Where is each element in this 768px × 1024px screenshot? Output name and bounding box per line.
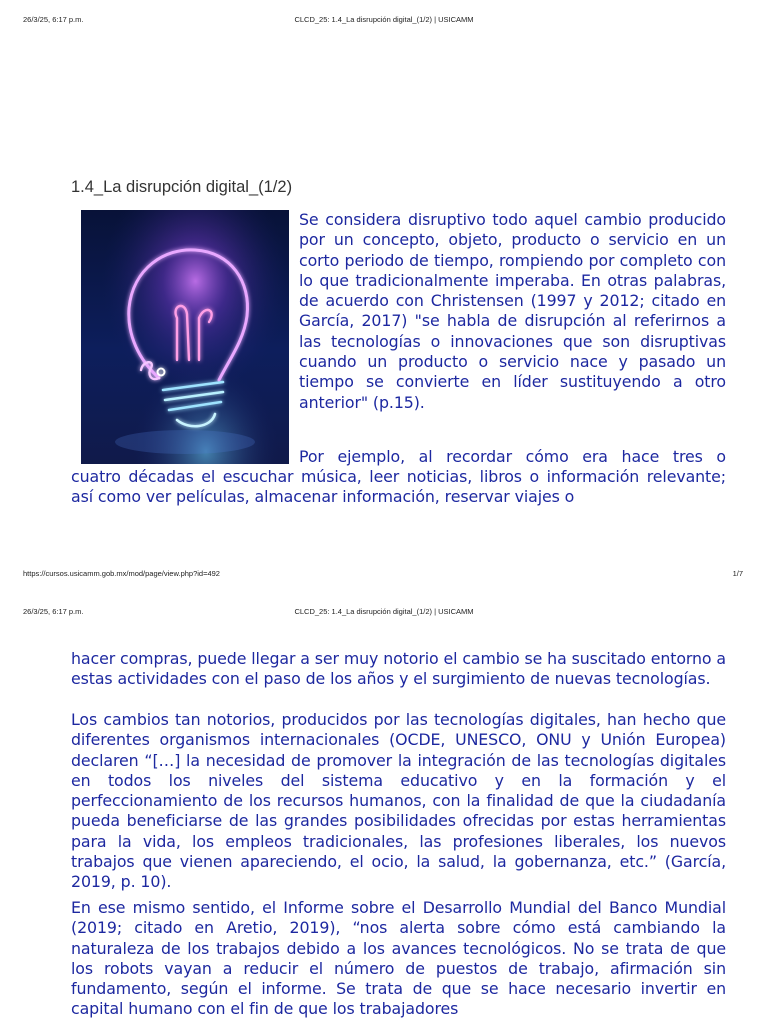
print-header-page-2 — [0, 607, 768, 621]
print-header — [0, 15, 768, 29]
print-document-title: CLCD_25: 1.4_La disrupción digital_(1/2) | USICAMM — [294, 15, 474, 24]
paragraph-example-end: hacer compras, puede llegar a ser muy notorio el cambio se ha suscitado entorno a estas actividades con el paso de los años y el surgimiento de nuevas tecnologías. — [71, 649, 726, 689]
print-url: https://cursos.usicamm.gob.mx/mod/page/view.php?id=492 — [23, 569, 220, 578]
print-datetime: 26/3/25, 6:17 p.m. — [23, 607, 84, 616]
lightbulb-image — [81, 210, 289, 464]
print-datetime: 26/3/25, 6:17 p.m. — [23, 15, 84, 24]
print-footer — [0, 569, 768, 583]
page-title: 1.4_La disrupción digital_(1/2) — [71, 178, 293, 196]
paragraph-disruption-definition: Se considera disruptivo todo aquel cambio producido por un concepto, objeto, producto o servicio en un corto periodo de tiempo, rompiendo por completo con lo que tradicionalmente imperaba. En otras palabras, de acuerdo con Christensen (1997 y 2012; citado en García, 2017) "se habla de disrupción al referirnos a las tecnologías o innovaciones que son disruptivas cuando un producto o servicio nace y pasado un tiempo se convierte en líder sustituyendo a otro anterior" (p.15). — [299, 210, 726, 412]
paragraph-example-continued: cuatro décadas el escuchar música, leer noticias, libros o información relevante; así como ver películas, almacenar información, reservar viajes o — [71, 467, 726, 507]
paragraph-example-start: Por ejemplo, al recordar cómo era hace tres o — [299, 447, 726, 466]
paragraph-world-bank-report: En ese mismo sentido, el Informe sobre el Desarrollo Mundial del Banco Mundial (2019; citado en Aretio, 2019), “nos alerta sobre cómo está cambiando la naturaleza de los trabajos debido a los avances tecnológicos. No se trata de que los robots vayan a reducir el número de puestos de trabajo, afirmación sin fundamento, según el informe. Se trata de que se hace necesario invertir en capital humano con el fin de que los trabajadores — [71, 898, 726, 1019]
print-document-title: CLCD_25: 1.4_La disrupción digital_(1/2) | USICAMM — [294, 607, 474, 616]
paragraph-international-organizations: Los cambios tan notorios, producidos por las tecnologías digitales, han hecho que diferentes organismos internacionales (OCDE, UNESCO, ONU y Unión Europea) declaren “[…] la necesidad de promover la integración de las tecnologías digitales en todos los niveles del sistema educativo y en la formación y el perfeccionamiento de los recursos humanos, con la finalidad de que la ciudadanía pueda beneficiarse de las grandes posibilidades ofrecidas por estas herramientas para la vida, los empleos tradicionales, las profesiones liberales, los nuevos trabajos que vienen apareciendo, el ocio, la salud, la gobernanza, etc.” (García, 2019, p. 10). — [71, 710, 726, 892]
print-page-number: 1/7 — [732, 569, 743, 578]
